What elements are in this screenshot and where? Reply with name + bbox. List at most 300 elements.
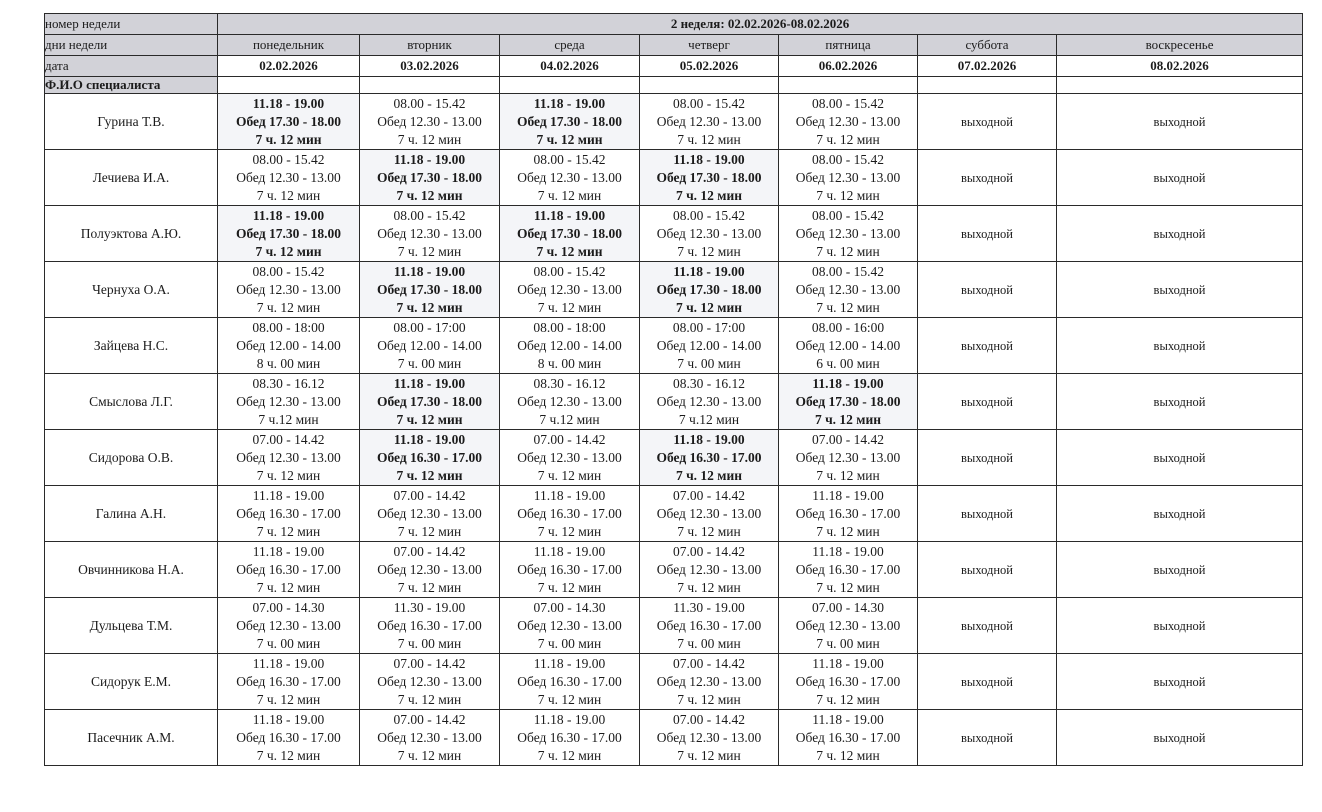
shift-cell — [640, 206, 779, 262]
work-hours: 7 ч. 12 мин — [675, 299, 743, 315]
lunch-time: Обед 17.30 - 18.00 — [235, 225, 342, 241]
work-hours: 7 ч. 00 мин — [397, 635, 462, 651]
work-hours: 7 ч. 12 мин — [816, 747, 880, 763]
lunch-time: Обед 12.30 - 13.00 — [236, 617, 341, 633]
lunch-time: Обед 12.30 - 13.00 — [656, 561, 762, 577]
lunch-time: Обед 16.30 - 17.00 — [517, 505, 622, 521]
work-hours: 7 ч. 12 мин — [675, 187, 743, 203]
lunch-time: Обед 16.30 - 17.00 — [236, 505, 341, 521]
work-hours: 7 ч. 12 мин — [677, 579, 741, 595]
shift-cell — [218, 94, 360, 150]
shift-cell — [779, 206, 918, 262]
shift-time: 11.18 - 19.00 — [673, 151, 745, 167]
shift-time: 08.00 - 15.42 — [252, 151, 325, 167]
table-row — [45, 150, 1303, 206]
shift-time: 11.30 - 19.00 — [673, 599, 745, 615]
shift-time: 07.00 - 14.30 — [252, 599, 325, 615]
work-hours: 7 ч. 12 мин — [816, 691, 880, 707]
day-off-cell: выходной — [918, 206, 1057, 262]
lunch-time: Обед 16.30 - 17.00 — [795, 673, 901, 689]
shift-time: 11.18 - 19.00 — [812, 655, 884, 671]
work-hours: 7 ч. 12 мин — [537, 467, 602, 483]
shift-cell — [500, 150, 640, 206]
shift-cell — [218, 542, 360, 598]
table-row — [45, 598, 1303, 654]
day-off-cell: выходной — [918, 598, 1057, 654]
day-off-cell: выходной — [1057, 94, 1303, 150]
lunch-time: Обед 17.30 - 18.00 — [516, 113, 623, 129]
day-off-cell: выходной — [918, 262, 1057, 318]
lunch-time: Обед 12.30 - 13.00 — [656, 225, 762, 241]
day-off-cell: выходной — [1057, 150, 1303, 206]
lunch-time: Обед 12.30 - 13.00 — [656, 505, 762, 521]
lunch-time: Обед 17.30 - 18.00 — [795, 393, 901, 409]
lunch-time: Обед 12.30 - 13.00 — [517, 169, 622, 185]
shift-time: 08.30 - 16.12 — [533, 375, 606, 391]
work-hours: 7 ч. 12 мин — [677, 243, 741, 259]
shift-cell — [500, 430, 640, 486]
shift-cell — [360, 374, 500, 430]
shift-time: 11.18 - 19.00 — [533, 543, 606, 559]
work-hours: 7 ч. 00 мин — [677, 355, 741, 371]
shift-time: 11.18 - 19.00 — [393, 263, 466, 279]
shift-time: 11.18 - 19.00 — [252, 711, 325, 727]
lunch-time: Обед 16.30 - 17.00 — [656, 617, 762, 633]
lunch-time: Обед 12.00 - 14.00 — [795, 337, 901, 353]
shift-cell — [500, 318, 640, 374]
specialist-name: Гурина Т.В. — [45, 94, 218, 150]
shift-cell — [500, 710, 640, 766]
shift-cell — [640, 430, 779, 486]
day-off-cell: выходной — [1057, 374, 1303, 430]
lunch-time: Обед 12.30 - 13.00 — [377, 113, 482, 129]
table-row — [45, 486, 1303, 542]
date-header: 03.02.2026 — [360, 56, 500, 77]
lunch-time: Обед 17.30 - 18.00 — [235, 113, 342, 129]
shift-time: 07.00 - 14.30 — [533, 599, 606, 615]
week-label: номер недели — [45, 14, 218, 35]
shift-cell — [779, 654, 918, 710]
shift-time: 11.18 - 19.00 — [393, 151, 466, 167]
lunch-time: Обед 12.30 - 13.00 — [795, 449, 901, 465]
shift-time: 11.18 - 19.00 — [252, 487, 325, 503]
work-hours: 7 ч.12 мин — [258, 411, 319, 427]
lunch-time: Обед 12.30 - 13.00 — [517, 449, 622, 465]
lunch-time: Обед 16.30 - 17.00 — [517, 729, 622, 745]
blank-cell — [500, 77, 640, 94]
work-hours: 7 ч. 00 мин — [537, 635, 602, 651]
shift-time: 11.18 - 19.00 — [252, 543, 325, 559]
date-label: дата — [45, 56, 218, 77]
shift-cell — [779, 262, 918, 318]
table-row — [45, 430, 1303, 486]
day-off-cell: выходной — [918, 150, 1057, 206]
blank-cell — [918, 77, 1057, 94]
shift-cell — [500, 94, 640, 150]
work-hours: 7 ч. 12 мин — [256, 299, 321, 315]
lunch-time: Обед 12.30 - 13.00 — [795, 113, 901, 129]
day-off-cell: выходной — [1057, 542, 1303, 598]
date-header: 08.02.2026 — [1057, 56, 1303, 77]
shift-cell — [500, 206, 640, 262]
day-header: суббота — [918, 35, 1057, 56]
work-hours: 7 ч. 12 мин — [537, 187, 602, 203]
lunch-time: Обед 16.30 - 17.00 — [236, 729, 341, 745]
shift-cell — [500, 374, 640, 430]
table-row — [45, 654, 1303, 710]
lunch-time: Обед 12.30 - 13.00 — [236, 169, 341, 185]
shift-cell — [779, 150, 918, 206]
work-hours: 7 ч. 12 мин — [255, 131, 322, 147]
work-hours: 7 ч. 12 мин — [677, 523, 741, 539]
shift-time: 11.18 - 19.00 — [533, 95, 606, 111]
work-hours: 7 ч. 12 мин — [397, 523, 462, 539]
shift-cell — [500, 598, 640, 654]
shift-time: 11.18 - 19.00 — [812, 711, 884, 727]
shift-cell — [360, 654, 500, 710]
work-hours: 7 ч. 12 мин — [537, 523, 602, 539]
work-hours: 6 ч. 00 мин — [816, 355, 880, 371]
shift-time: 08.30 - 16.12 — [252, 375, 325, 391]
shift-time: 07.00 - 14.42 — [673, 487, 745, 503]
shift-time: 07.00 - 14.42 — [393, 487, 466, 503]
shift-cell — [500, 262, 640, 318]
table-row — [45, 374, 1303, 430]
shift-time: 07.00 - 14.30 — [812, 599, 884, 615]
shift-cell — [640, 542, 779, 598]
shift-time: 08.00 - 15.42 — [393, 207, 466, 223]
days-row — [45, 35, 1303, 56]
lunch-time: Обед 16.30 - 17.00 — [517, 561, 622, 577]
work-hours: 7 ч.12 мин — [678, 411, 740, 427]
lunch-time: Обед 12.00 - 14.00 — [517, 337, 622, 353]
lunch-time: Обед 12.30 - 13.00 — [377, 561, 482, 577]
table-row — [45, 206, 1303, 262]
shift-time: 08.00 - 17:00 — [393, 319, 466, 335]
lunch-time: Обед 12.30 - 13.00 — [656, 729, 762, 745]
shift-cell — [640, 486, 779, 542]
work-hours: 7 ч. 12 мин — [256, 691, 321, 707]
shift-time: 07.00 - 14.42 — [673, 655, 745, 671]
work-hours: 7 ч. 12 мин — [256, 467, 321, 483]
work-hours: 7 ч. 12 мин — [537, 299, 602, 315]
work-hours: 8 ч. 00 мин — [537, 355, 602, 371]
specialist-name: Сидорова О.В. — [45, 430, 218, 486]
shift-time: 08.00 - 15.42 — [812, 207, 884, 223]
date-header: 07.02.2026 — [918, 56, 1057, 77]
table-row — [45, 94, 1303, 150]
lunch-time: Обед 16.30 - 17.00 — [517, 673, 622, 689]
shift-time: 08.00 - 15.42 — [812, 151, 884, 167]
work-hours: 7 ч. 12 мин — [396, 299, 463, 315]
shift-cell — [360, 430, 500, 486]
work-hours: 7 ч. 12 мин — [816, 299, 880, 315]
shift-time: 11.18 - 19.00 — [252, 207, 325, 223]
lunch-time: Обед 12.30 - 13.00 — [236, 281, 341, 297]
lunch-time: Обед 17.30 - 18.00 — [656, 281, 762, 297]
work-hours: 7 ч. 12 мин — [256, 579, 321, 595]
work-hours: 7 ч.12 мин — [539, 411, 600, 427]
specialist-name: Сидорук Е.М. — [45, 654, 218, 710]
shift-cell — [640, 710, 779, 766]
shift-cell — [779, 710, 918, 766]
blank-cell — [1057, 77, 1303, 94]
day-off-cell: выходной — [1057, 654, 1303, 710]
shift-time: 07.00 - 14.42 — [393, 543, 466, 559]
lunch-time: Обед 16.30 - 17.00 — [377, 617, 482, 633]
work-hours: 7 ч. 12 мин — [396, 467, 463, 483]
specialist-name: Галина А.Н. — [45, 486, 218, 542]
shift-time: 08.00 - 18:00 — [252, 319, 325, 335]
day-off-cell: выходной — [918, 542, 1057, 598]
shift-time: 11.18 - 19.00 — [533, 711, 606, 727]
specialist-name: Лечиева И.А. — [45, 150, 218, 206]
shift-time: 11.18 - 19.00 — [252, 655, 325, 671]
shift-time: 07.00 - 14.42 — [393, 711, 466, 727]
lunch-time: Обед 12.30 - 13.00 — [377, 729, 482, 745]
work-hours: 7 ч. 00 мин — [816, 635, 880, 651]
shift-cell — [360, 150, 500, 206]
work-hours: 7 ч. 12 мин — [816, 523, 880, 539]
work-hours: 7 ч. 12 мин — [816, 467, 880, 483]
day-off-cell: выходной — [1057, 318, 1303, 374]
shift-cell — [779, 598, 918, 654]
shift-time: 11.18 - 19.00 — [673, 431, 745, 447]
day-header: воскресенье — [1057, 35, 1303, 56]
lunch-time: Обед 17.30 - 18.00 — [376, 281, 483, 297]
work-hours: 7 ч. 12 мин — [256, 747, 321, 763]
shift-time: 07.00 - 14.42 — [393, 655, 466, 671]
work-hours: 7 ч. 12 мин — [814, 411, 882, 427]
work-hours: 7 ч. 12 мин — [397, 747, 462, 763]
day-off-cell: выходной — [918, 318, 1057, 374]
dates-row — [45, 56, 1303, 77]
shift-time: 11.18 - 19.00 — [393, 375, 466, 391]
lunch-time: Обед 16.30 - 17.00 — [795, 505, 901, 521]
table-row — [45, 318, 1303, 374]
table-row — [45, 262, 1303, 318]
blank-cell — [640, 77, 779, 94]
schedule-table — [44, 13, 1303, 766]
work-hours: 7 ч. 12 мин — [816, 579, 880, 595]
shift-time: 07.00 - 14.42 — [812, 431, 884, 447]
lunch-time: Обед 12.30 - 13.00 — [795, 281, 901, 297]
shift-time: 08.00 - 16:00 — [811, 319, 885, 335]
shift-time: 08.00 - 15.42 — [673, 95, 745, 111]
specialist-label: Ф.И.О специалиста — [45, 77, 218, 94]
day-off-cell: выходной — [918, 710, 1057, 766]
lunch-time: Обед 12.30 - 13.00 — [795, 617, 901, 633]
shift-cell — [640, 654, 779, 710]
lunch-time: Обед 16.30 - 17.00 — [236, 561, 341, 577]
lunch-time: Обед 17.30 - 18.00 — [516, 225, 623, 241]
day-off-cell: выходной — [918, 654, 1057, 710]
shift-cell — [640, 318, 779, 374]
day-off-cell: выходной — [1057, 430, 1303, 486]
shift-cell — [218, 318, 360, 374]
shift-time: 08.00 - 18:00 — [533, 319, 606, 335]
work-hours: 7 ч. 12 мин — [256, 187, 321, 203]
shift-cell — [779, 374, 918, 430]
day-header: среда — [500, 35, 640, 56]
lunch-time: Обед 16.30 - 17.00 — [795, 561, 901, 577]
day-header: четверг — [640, 35, 779, 56]
shift-cell — [360, 94, 500, 150]
day-header: вторник — [360, 35, 500, 56]
shift-cell — [218, 430, 360, 486]
shift-time: 07.00 - 14.42 — [533, 431, 606, 447]
shift-cell — [640, 262, 779, 318]
shift-time: 11.18 - 19.00 — [812, 375, 884, 391]
work-hours: 7 ч. 00 мин — [397, 355, 462, 371]
lunch-time: Обед 12.30 - 13.00 — [795, 225, 901, 241]
lunch-time: Обед 17.30 - 18.00 — [376, 393, 483, 409]
work-hours: 7 ч. 12 мин — [397, 243, 462, 259]
work-hours: 7 ч. 12 мин — [396, 187, 463, 203]
specialist-name: Полуэктова А.Ю. — [45, 206, 218, 262]
work-hours: 7 ч. 12 мин — [396, 411, 463, 427]
shift-cell — [360, 318, 500, 374]
lunch-time: Обед 16.30 - 17.00 — [656, 449, 762, 465]
shift-time: 11.18 - 19.00 — [533, 207, 606, 223]
lunch-time: Обед 12.30 - 13.00 — [377, 505, 482, 521]
specialist-name: Дульцева Т.М. — [45, 598, 218, 654]
shift-cell — [779, 430, 918, 486]
lunch-time: Обед 12.30 - 13.00 — [236, 393, 341, 409]
shift-cell — [779, 318, 918, 374]
shift-cell — [218, 262, 360, 318]
shift-time: 08.00 - 15.42 — [812, 95, 884, 111]
work-hours: 7 ч. 12 мин — [537, 747, 602, 763]
day-header: пятница — [779, 35, 918, 56]
days-label: дни недели — [45, 35, 218, 56]
blank-cell — [360, 77, 500, 94]
day-off-cell: выходной — [1057, 262, 1303, 318]
lunch-time: Обед 12.30 - 13.00 — [517, 393, 622, 409]
shift-time: 08.00 - 15.42 — [673, 207, 745, 223]
date-header: 04.02.2026 — [500, 56, 640, 77]
day-off-cell: выходной — [918, 430, 1057, 486]
work-hours: 7 ч. 12 мин — [255, 243, 322, 259]
shift-time: 07.00 - 14.42 — [673, 711, 745, 727]
shift-time: 11.30 - 19.00 — [393, 599, 466, 615]
specialist-name: Пасечник А.М. — [45, 710, 218, 766]
shift-cell — [500, 654, 640, 710]
lunch-time: Обед 17.30 - 18.00 — [376, 169, 483, 185]
date-header: 05.02.2026 — [640, 56, 779, 77]
lunch-time: Обед 16.30 - 17.00 — [236, 673, 341, 689]
lunch-time: Обед 17.30 - 18.00 — [656, 169, 762, 185]
blank-cell — [218, 77, 360, 94]
lunch-time: Обед 12.30 - 13.00 — [656, 393, 762, 409]
date-header: 02.02.2026 — [218, 56, 360, 77]
lunch-time: Обед 12.30 - 13.00 — [377, 673, 482, 689]
table-row — [45, 542, 1303, 598]
lunch-time: Обед 12.00 - 14.00 — [377, 337, 482, 353]
day-header: понедельник — [218, 35, 360, 56]
shift-cell — [640, 374, 779, 430]
work-hours: 7 ч. 12 мин — [536, 131, 603, 147]
shift-cell — [218, 206, 360, 262]
day-off-cell: выходной — [1057, 598, 1303, 654]
work-hours: 7 ч. 12 мин — [816, 131, 880, 147]
work-hours: 8 ч. 00 мин — [256, 355, 321, 371]
shift-cell — [218, 486, 360, 542]
shift-cell — [360, 486, 500, 542]
work-hours: 7 ч. 12 мин — [537, 691, 602, 707]
shift-time: 08.30 - 16.12 — [673, 375, 745, 391]
shift-time: 07.00 - 14.42 — [673, 543, 745, 559]
work-hours: 7 ч. 12 мин — [677, 747, 741, 763]
specialist-name: Овчинникова Н.А. — [45, 542, 218, 598]
shift-time: 11.18 - 19.00 — [533, 487, 606, 503]
shift-time: 08.00 - 15.42 — [533, 263, 606, 279]
work-hours: 7 ч. 12 мин — [816, 243, 880, 259]
specialist-name: Смыслова Л.Г. — [45, 374, 218, 430]
shift-time: 11.18 - 19.00 — [393, 431, 466, 447]
shift-time: 11.18 - 19.00 — [812, 487, 884, 503]
shift-time: 08.00 - 17:00 — [672, 319, 746, 335]
lunch-time: Обед 12.30 - 13.00 — [517, 281, 622, 297]
day-off-cell: выходной — [1057, 710, 1303, 766]
shift-cell — [360, 710, 500, 766]
specialist-name: Чернуха О.А. — [45, 262, 218, 318]
shift-cell — [779, 542, 918, 598]
table-row — [45, 710, 1303, 766]
shift-cell — [218, 654, 360, 710]
shift-time: 11.18 - 19.00 — [812, 543, 884, 559]
specialist-header-row — [45, 77, 1303, 94]
day-off-cell: выходной — [918, 94, 1057, 150]
work-hours: 7 ч. 12 мин — [397, 131, 462, 147]
lunch-time: Обед 12.30 - 13.00 — [517, 617, 622, 633]
shift-time: 08.00 - 15.42 — [812, 263, 884, 279]
week-row — [45, 14, 1303, 35]
shift-time: 08.00 - 15.42 — [252, 263, 325, 279]
shift-time: 11.18 - 19.00 — [673, 263, 745, 279]
day-off-cell: выходной — [918, 486, 1057, 542]
lunch-time: Обед 12.30 - 13.00 — [795, 169, 901, 185]
lunch-time: Обед 12.30 - 13.00 — [377, 225, 482, 241]
shift-cell — [360, 262, 500, 318]
lunch-time: Обед 12.30 - 13.00 — [656, 113, 762, 129]
work-hours: 7 ч. 12 мин — [816, 187, 880, 203]
shift-cell — [640, 598, 779, 654]
work-hours: 7 ч. 12 мин — [256, 523, 321, 539]
shift-cell — [218, 150, 360, 206]
shift-time: 11.18 - 19.00 — [533, 655, 606, 671]
lunch-time: Обед 16.30 - 17.00 — [795, 729, 901, 745]
shift-time: 07.00 - 14.42 — [252, 431, 325, 447]
shift-cell — [779, 94, 918, 150]
specialist-name: Зайцева Н.С. — [45, 318, 218, 374]
shift-time: 11.18 - 19.00 — [252, 95, 325, 111]
day-off-cell: выходной — [918, 374, 1057, 430]
work-hours: 7 ч. 12 мин — [677, 131, 741, 147]
shift-cell — [640, 150, 779, 206]
lunch-time: Обед 12.30 - 13.00 — [656, 673, 762, 689]
day-off-cell: выходной — [1057, 486, 1303, 542]
work-hours: 7 ч. 12 мин — [536, 243, 603, 259]
shift-cell — [218, 598, 360, 654]
work-hours: 7 ч. 12 мин — [537, 579, 602, 595]
lunch-time: Обед 12.00 - 14.00 — [236, 337, 341, 353]
blank-cell — [779, 77, 918, 94]
work-hours: 7 ч. 12 мин — [397, 579, 462, 595]
shift-cell — [360, 206, 500, 262]
work-hours: 7 ч. 00 мин — [677, 635, 741, 651]
day-off-cell: выходной — [1057, 206, 1303, 262]
